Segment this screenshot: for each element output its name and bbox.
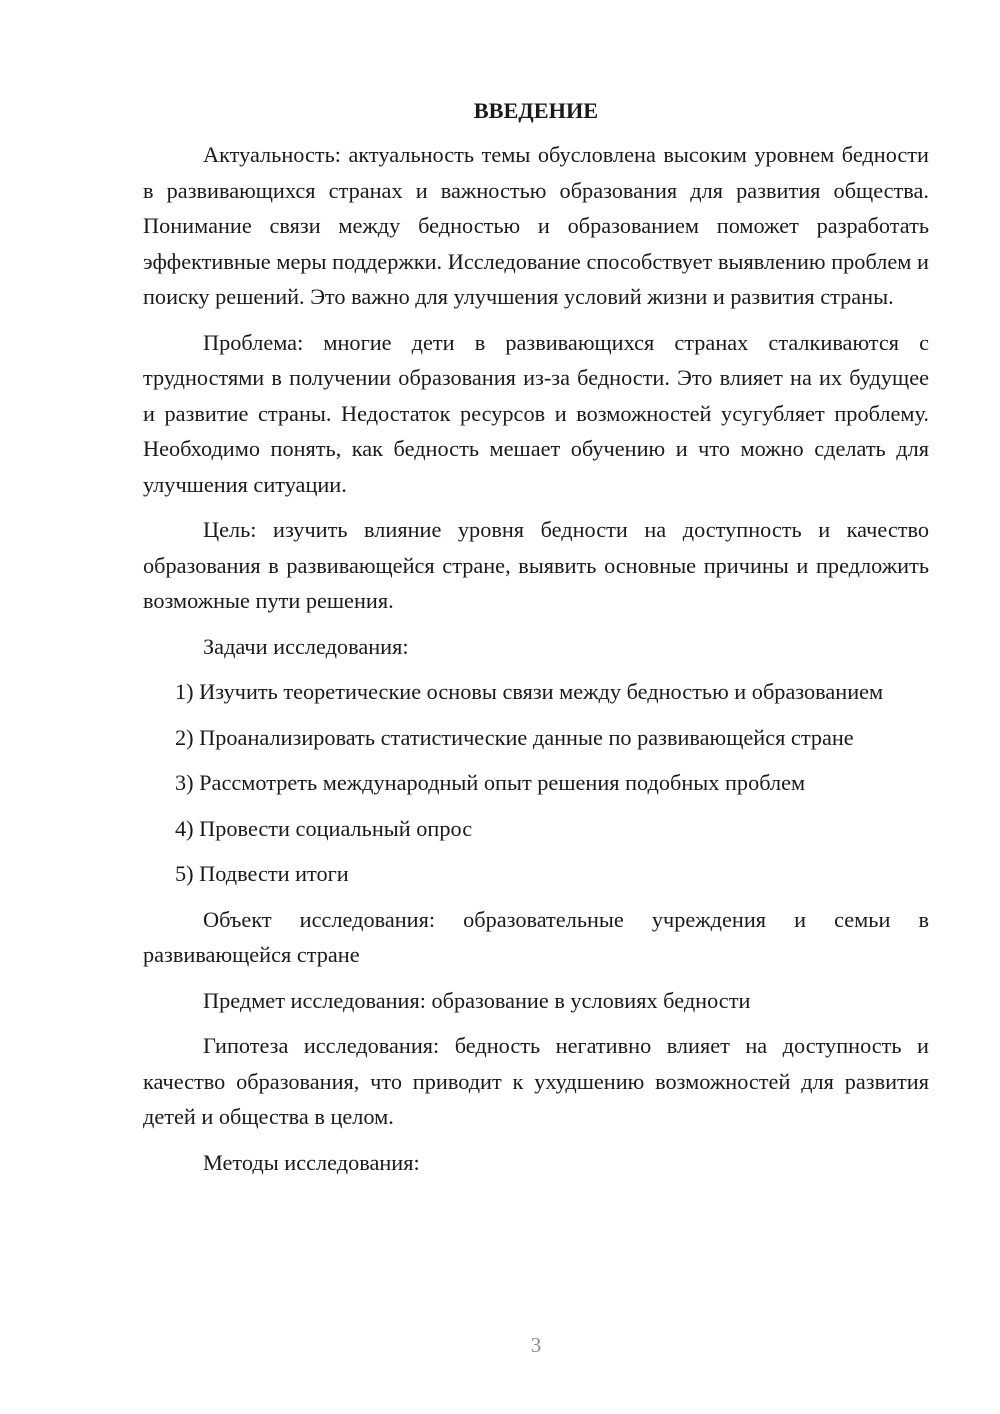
methods-heading: Методы исследования:: [203, 1149, 420, 1175]
research-object-paragraph: Объект исследования: образовательные учреждения и семьи в развивающейся стране: [143, 906, 929, 967]
research-hypothesis-paragraph: Гипотеза исследования: бедность негативно влияет на доступность и качество образования, что приводит к ухудшению возможностей для развития детей и общества в целом.: [143, 1033, 929, 1129]
goal-paragraph: Цель: изучить влияние уровня бедности на доступность и качество образования в развивающейся стране, выявить основные причины и предложить возможные пути решения.: [143, 517, 929, 613]
relevance-paragraph: Актуальность: актуальность темы обусловлена высоким уровнем бедности в развивающихся странах и важностью образования для развития общества. Понимание связи между бедностью и образованием поможет разработать эффективные меры поддержки. Исследование способствует выявлению проблем и поиску решений. Это важно для улучшения условий жизни и развития страны.: [143, 142, 929, 309]
task-item-2: 2) Проанализировать статистические данные по развивающейся стране: [175, 724, 854, 750]
task-item-5: 5) Подвести итоги: [175, 861, 349, 886]
problem-paragraph: Проблема: многие дети в развивающихся странах сталкиваются с трудностями в получении образования из-за бедности. Это влияет на их будущее и развитие страны. Недостаток ресурсов и возможностей усугубляет проблему. Необходимо понять, как бедность мешает обучению и что можно сделать для улучшения ситуации.: [143, 329, 929, 497]
section-heading: ВВЕДЕНИЕ: [473, 98, 599, 123]
task-item-4: 4) Провести социальный опрос: [175, 815, 473, 841]
task-item-1: 1) Изучить теоретические основы связи между бедностью и образованием: [175, 679, 884, 704]
research-subject-paragraph: Предмет исследования: образование в условиях бедности: [203, 987, 751, 1013]
tasks-heading: Задачи исследования:: [203, 633, 409, 659]
task-item-3: 3) Рассмотреть международный опыт решения подобных проблем: [175, 770, 806, 795]
page-number: 3: [530, 1333, 542, 1357]
page-content: [143, 95, 929, 1190]
